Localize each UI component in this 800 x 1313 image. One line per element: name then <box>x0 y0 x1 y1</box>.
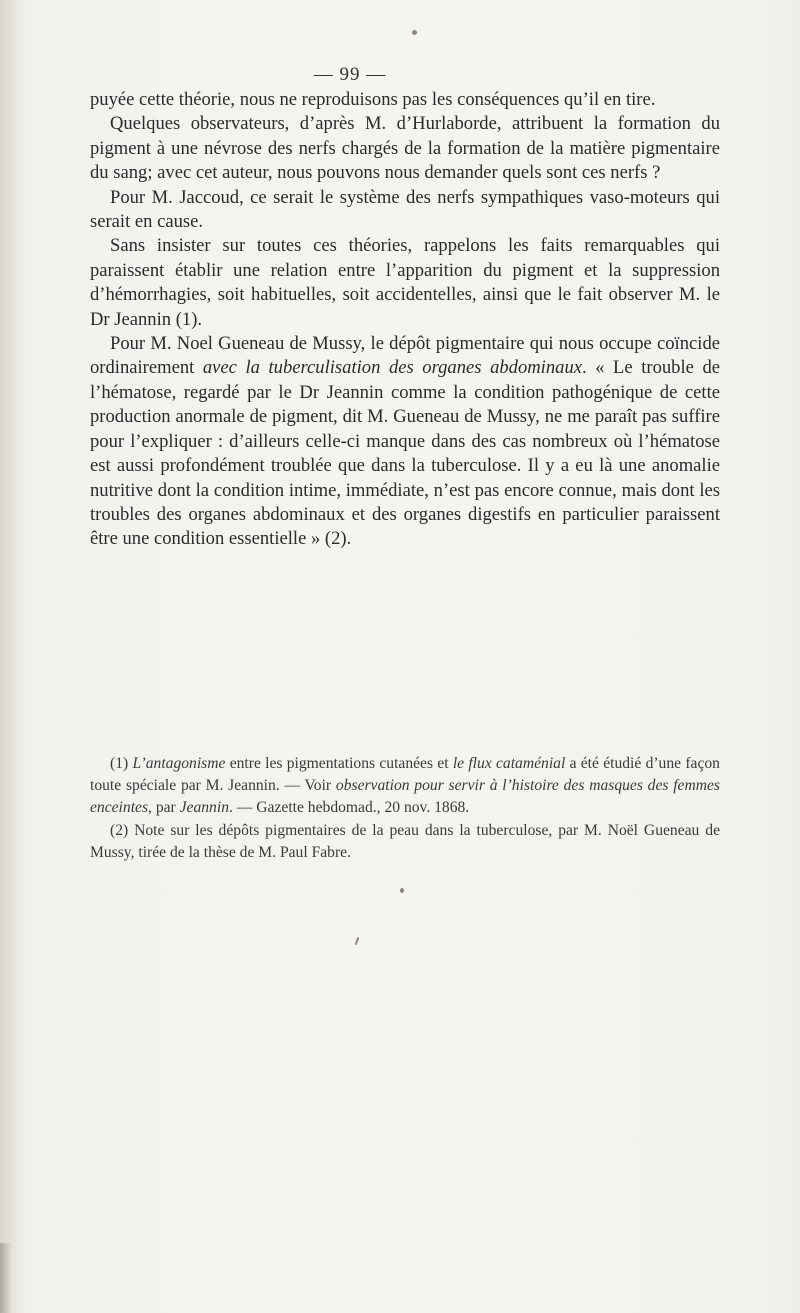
footnote-1-italic-d: Jeannin <box>179 799 229 817</box>
footnote-1-text-d: . — Gazette hebdomad., 20 nov. 1868. <box>229 799 470 817</box>
paragraph-1: puyée cette théorie, nous ne reproduisons pas les conséquences qu’il en tire. <box>90 89 656 110</box>
ink-speck <box>355 937 360 945</box>
footnote-1-italic-a: L’antagonisme <box>132 755 226 772</box>
body-text <box>90 88 720 552</box>
footnote-1-text-b: a été étudié d’une façon toute spéciale par M. Jeannin. — Voir <box>90 755 720 795</box>
footnote-1 <box>90 753 720 820</box>
footnote-1-text-c: , par <box>148 799 180 817</box>
ink-speck <box>400 888 404 893</box>
footnotes <box>90 753 720 864</box>
footnote-1-text-a: entre les pigmentations cutanées et <box>225 755 453 772</box>
ink-speck <box>412 30 417 35</box>
paragraph-5 <box>90 332 720 552</box>
paragraph-4: Sans insister sur toutes ces théories, rappelons les faits remarquables qui paraissent établir une relation entre l’apparition du pigment et la suppression d’hémorrhagies, soit habituelles, soit accidentelles, ainsi que le fait observer M. le Dr Jeannin (1). <box>90 235 720 330</box>
footnote-1-italic-c: observation pour servir à l’histoire des masques des femmes enceintes <box>90 777 720 817</box>
footnote-2: (2) Note sur les dépôts pigmentaires de la peau dans la tuberculose, par M. Noël Gueneau de Mussy, tirée de la thèse de M. Paul Fabre. <box>90 821 720 861</box>
paragraph-5-italic: avec la tuberculisation des organes abdominaux <box>202 357 582 379</box>
footnote-1-italic-b: le flux cataménial <box>452 755 566 772</box>
paragraph-5-text-b: . « Le trouble de l’hématose, regardé par le Dr Jeannin comme la condition pathogénique de cette production anormale de pigment, dit M. Gueneau de Mussy, ne me paraît pas suffire pour l’expliquer : d’ailleurs celle-ci manque dans des cas nombreux où l’hématose est aussi profondément troublée que dans la tuberculose. Il y a eu là une anomalie nutritive dont la condition intime, immédiate, n’est pas encore connue, mais dont les troubles des organes abdominaux et des organes digestifs en particulier paraissent être une condition essentielle » (2). <box>90 357 720 550</box>
paragraph-3: Pour M. Jaccoud, ce serait le système des nerfs sympathiques vaso-moteurs qui serait en cause. <box>90 186 720 233</box>
page-edge-mark <box>0 1243 12 1313</box>
paragraph-5-text-a: Pour M. Noel Gueneau de Mussy, le dépôt pigmentaire qui nous occupe coïncide ordinairement <box>90 333 720 379</box>
page-number: — 99 — <box>313 64 387 85</box>
paragraph-2: Quelques observateurs, d’après M. d’Hurlaborde, attribuent la formation du pigment à une névrose des nerfs chargés de la formation de la matière pigmentaire du sang; avec cet auteur, nous pouvons nous demander quels sont ces nerfs ? <box>90 113 720 184</box>
footnote-1-marker: (1) <box>110 755 133 772</box>
page-edge-shadow <box>0 0 22 1313</box>
